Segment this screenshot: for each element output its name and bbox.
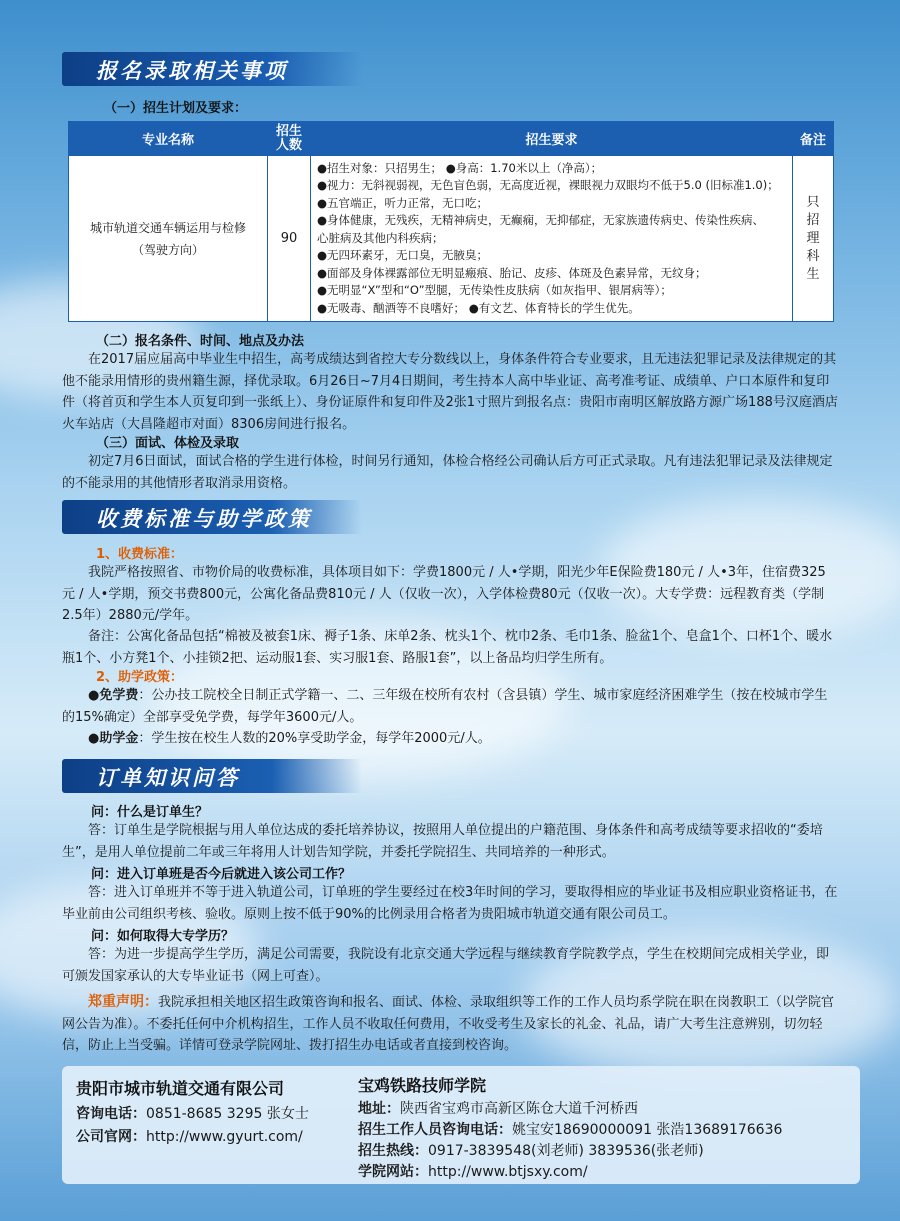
section-banner-qa xyxy=(62,759,362,793)
requirements-cell xyxy=(311,156,793,322)
section-title: 收费标准与助学政策 xyxy=(96,506,312,531)
count-cell: 90 xyxy=(268,156,311,322)
section-banner-fees xyxy=(62,500,362,534)
school-name: 宝鸡铁路技师学院 xyxy=(358,1076,487,1095)
fees-heading: 1、收费标准： xyxy=(96,547,184,562)
qa-answer: 答：进入订单班并不等于进入轨道公司，订单班的学生要经过在校3年时间的学习，要取得相应的毕业证书及相应职业资格证书，在毕业前由公司组织考核、验收。原则上按不低于90%的比例录用合格者为贵阳城市轨道交通有限公司员工。 xyxy=(62,885,838,922)
table-header: 招生人数 xyxy=(268,122,311,156)
aid-heading: 2、助学政策： xyxy=(96,670,184,685)
qa-answer: 答：订单生是学院根据与用人单位达成的委托培养协议，按照用人单位提出的户籍范围、身体条件和高考成绩等要求招收的“委培生”，是用人单位提前二年或三年将用人计划告知学院，并委托学院招生、共同培养的一种形式。 xyxy=(62,823,823,860)
qa-question: 问：什么是订单生？ xyxy=(91,805,209,820)
contact-box xyxy=(62,1066,860,1184)
company-name: 贵阳市城市轨道交通有限公司 xyxy=(76,1079,285,1098)
fees-paragraph: 我院严格按照省、市物价局的收费标准，具体项目如下：学费1800元 / 人•学期，阳光少年E保险费180元 / 人•3年，住宿费325元 / 人•学期，预交书费800元，公寓化备品费810元 / 人（仅收一次），入学体检费80元（仅收一次）。大专学费：远程教育类（学制2.5年）2880元/学年。 xyxy=(62,565,826,623)
qa-question: 问：进入订单班是否今后就进入该公司工作？ xyxy=(91,867,352,882)
grant-paragraph: ●助学金：学生按在校生人数的20%享受助学金，每学年2000元/人。 xyxy=(88,731,491,746)
major-direction: （驾驶方向） xyxy=(131,242,204,257)
requirement-line: 心脏病及其他内科疾病； xyxy=(317,230,444,245)
free-tuition-paragraph: ●免学费：公办技工院校全日制正式学籍一、二、三年级在校所有农村（含县镇）学生、城市家庭经济困难学生（按在校城市学生的15%确定）全部享受免学费，每学年3600元/人。 xyxy=(62,688,828,725)
school-hotline: 招生热线：0917-3839548(刘老师) 3839536(张老师) xyxy=(358,1143,704,1159)
requirement-line: ●无吸毒、酗酒等不良嗜好； ●有文艺、体育特长的学生优先。 xyxy=(317,300,640,315)
enrollment-table xyxy=(68,121,834,322)
requirement-line: ●无四环素牙，无口臭，无腋臭； xyxy=(317,248,489,263)
plan-subtitle: （一）招生计划及要求： xyxy=(104,101,248,116)
note-cell: 只招理科生 xyxy=(793,156,834,322)
fees-note: 备注：公寓化备品包括“棉被及被套1床、褥子1条、床单2条、枕头1个、枕巾2条、毛巾1条、脸盆1个、皂盒1个、口杯1个、暖水瓶1个、小方凳1个、小挂锁2把、运动服1套、实习服1套、路服1套”，以上备品均归学生所有。 xyxy=(62,629,833,666)
statement-label: 郑重声明： xyxy=(88,994,158,1010)
interview-paragraph: 初定7月6日面试，面试合格的学生进行体检，时间另行通知，体检合格经公司确认后方可正式录取。凡有违法犯罪记录及法律规定的不能录用的其他情形者取消录用资格。 xyxy=(62,454,833,491)
section-banner-enroll xyxy=(62,52,362,86)
statement-paragraph: 郑重声明：我院承担相关地区招生政策咨询和报名、面试、体检、录取组织等工作的工作人员均系学院在职在岗教职工（以学院官网公告为准）。不委托任何中介机构招生，工作人员不收取任何费用，不收受考生及家长的礼金、礼品，请广大考生注意辨别，切勿轻信，防止上当受骗。详情可登录学院网址、拨打招生办电话或者直接到校咨询。 xyxy=(62,994,835,1053)
table-header: 备注 xyxy=(793,122,834,156)
school-address: 地址：陕西省宝鸡市高新区陈仓大道千河桥西 xyxy=(358,1101,638,1117)
section-title: 订单知识问答 xyxy=(96,765,240,790)
school-staff-phone: 招生工作人员咨询电话：姚宝安18690000091 张浩13689176636 xyxy=(358,1122,783,1138)
table-header: 招生要求 xyxy=(311,122,793,156)
major-cell xyxy=(69,156,268,322)
requirement-line: ●无明显“X”型和“O”型腿，无传染性皮肤病（如灰指甲、银屑病等）； xyxy=(317,283,672,298)
requirement-line: ●视力：无斜视弱视，无色盲色弱，无高度近视，裸眼视力双眼均不低于5.0 (旧标准1.0)； xyxy=(317,178,779,193)
requirement-line: ●身体健康，无残疾，无精神病史，无癫痫，无抑郁症，无家族遗传病史、传染性疾病、 xyxy=(317,213,765,228)
section-title: 报名录取相关事项 xyxy=(96,58,288,83)
conditions-subtitle: （二）报名条件、时间、地点及办法 xyxy=(96,334,305,349)
table-header: 专业名称 xyxy=(69,122,268,156)
qa-answer: 答：为进一步提高学生学历，满足公司需要，我院设有北京交通大学远程与继续教育学院教学点，学生在校期间完成相关学业，即可颁发国家承认的大专毕业证书（网上可查）。 xyxy=(62,947,830,984)
conditions-paragraph: 在2017届应届高中毕业生中招生，高考成绩达到省控大专分数线以上，身体条件符合专业要求，且无违法犯罪记录及法律规定的其他不能录用情形的贵州籍生源，择优录取。6月26日~7月4日期间，考生持本人高中毕业证、高考准考证、成绩单、户口本原件和复印件（将首页和学生本人页复印到一张纸上）、身份证原件和复印件及2张1寸照片到报名点：贵阳市南明区解放路方源广场188号汉庭酒店火车站店（大昌隆超市对面）8306房间进行报名。 xyxy=(62,352,838,432)
requirement-line: ●招生对象：只招男生； ●身高：1.70米以上（净高）； xyxy=(317,160,603,175)
company-phone: 咨询电话：0851-8685 3295 张女士 xyxy=(76,1106,309,1122)
qa-question: 问：如何取得大专学历？ xyxy=(91,929,235,944)
requirement-line: ●五官端正，听力正常，无口吃； xyxy=(317,195,489,210)
company-website[interactable]: 公司官网：http://www.gyurt.com/ xyxy=(76,1129,303,1145)
requirement-line: ●面部及身体裸露部位无明显瘢痕、胎记、皮疹、体斑及色素异常，无纹身； xyxy=(317,265,707,280)
school-website[interactable]: 学院网站：http://www.btjsxy.com/ xyxy=(358,1164,588,1180)
major-name: 城市轨道交通车辆运用与检修 xyxy=(89,220,246,235)
interview-subtitle: （三）面试、体检及录取 xyxy=(96,436,240,451)
